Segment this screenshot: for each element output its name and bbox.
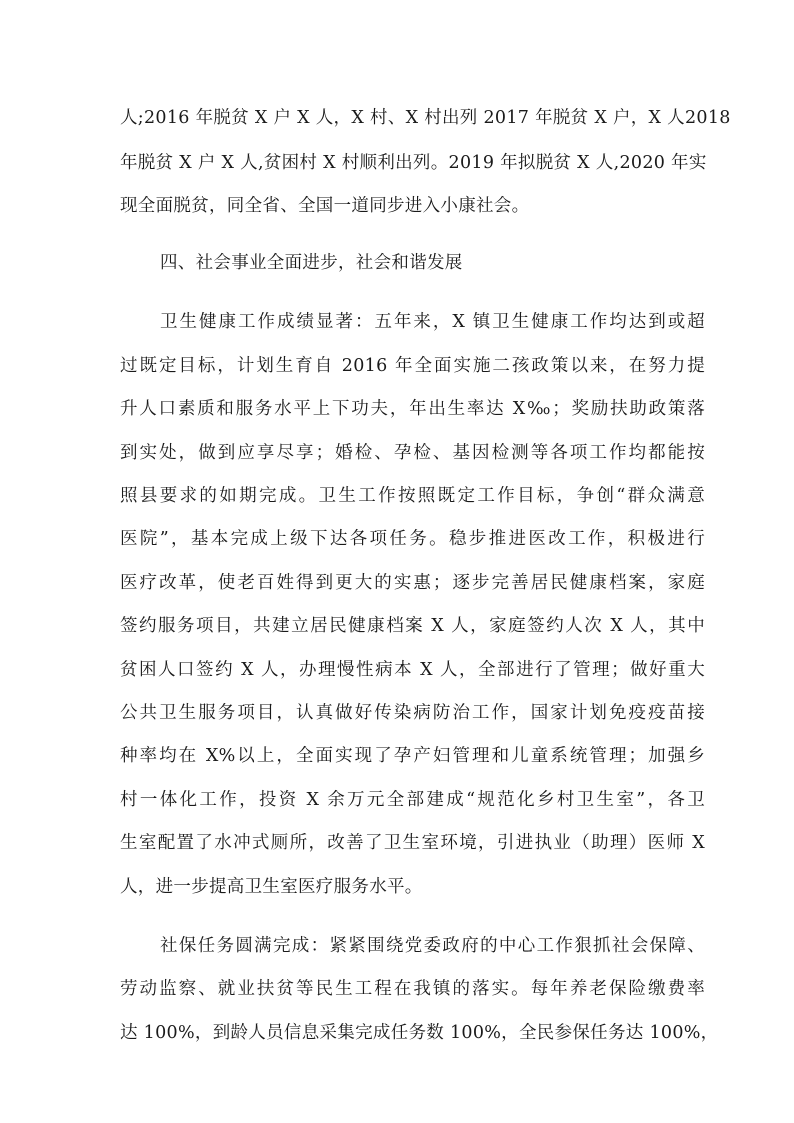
paragraph-line: 劳动监察、就业扶贫等民生工程在我镇的落实。每年养老保险缴费率 [120,979,705,999]
paragraph-line: 现全面脱贫，同全省、全国一道同步进入小康社会。 [120,196,530,216]
paragraph-line: 年脱贫 X 户 X 人,贫困村 X 村顺利出列。2019 年拟脱贫 X 人,2020 年实 [120,153,707,173]
paragraph-line: 过既定目标，计划生育自 2016 年全面实施二孩政策以来，在努力提 [120,356,705,376]
section-heading: 四、社会事业全面进步，社会和谐发展 [160,253,463,273]
paragraph-line: 达 100%，到龄人员信息采集完成任务数 100%，全民参保任务达 100%， [120,1023,719,1043]
paragraph-line: 公共卫生服务项目，认真做好传染病防治工作，国家计划免疫疫苗接 [120,703,705,723]
paragraph-line: 村一体化工作，投资 X 余万元全部建成“规范化乡村卫生室”，各卫 [120,790,705,810]
paragraph-line: 社保任务圆满完成：紧紧围绕党委政府的中心工作狠抓社会保障、 [160,936,705,956]
paragraph-line: 签约服务项目，共建立居民健康档案 X 人，家庭签约人次 X 人，其中 [120,616,705,636]
paragraph-line: 人;2016 年脱贫 X 户 X 人，X 村、X 村出列 2017 年脱贫 X 户，X 人2018 [120,108,731,128]
paragraph-line: 贫困人口签约 X 人，办理慢性病本 X 人，全部进行了管理；做好重大 [120,660,705,680]
paragraph-line: 卫生健康工作成绩显著：五年来，X 镇卫生健康工作均达到或超 [160,312,705,332]
paragraph-line: 医疗改革，使老百姓得到更大的实惠；逐步完善居民健康档案，家庭 [120,573,705,593]
paragraph-line: 到实处，做到应享尽享；婚检、孕检、基因检测等各项工作均都能按 [120,443,705,463]
paragraph-line: 生室配置了水冲式厕所，改善了卫生室环境，引进执业（助理）医师 X [120,833,705,853]
paragraph-line: 医院”，基本完成上级下达各项任务。稳步推进医改工作，积极进行 [120,529,705,549]
paragraph-line: 升人口素质和服务水平上下功夫，年出生率达 X‰；奖励扶助政策落 [120,399,705,419]
paragraph-line: 种率均在 X%以上，全面实现了孕产妇管理和儿童系统管理；加强乡 [120,746,705,766]
paragraph-line: 人，进一步提高卫生室医疗服务水平。 [120,877,423,897]
paragraph-line: 照县要求的如期完成。卫生工作按照既定工作目标，争创“群众满意 [120,486,705,506]
